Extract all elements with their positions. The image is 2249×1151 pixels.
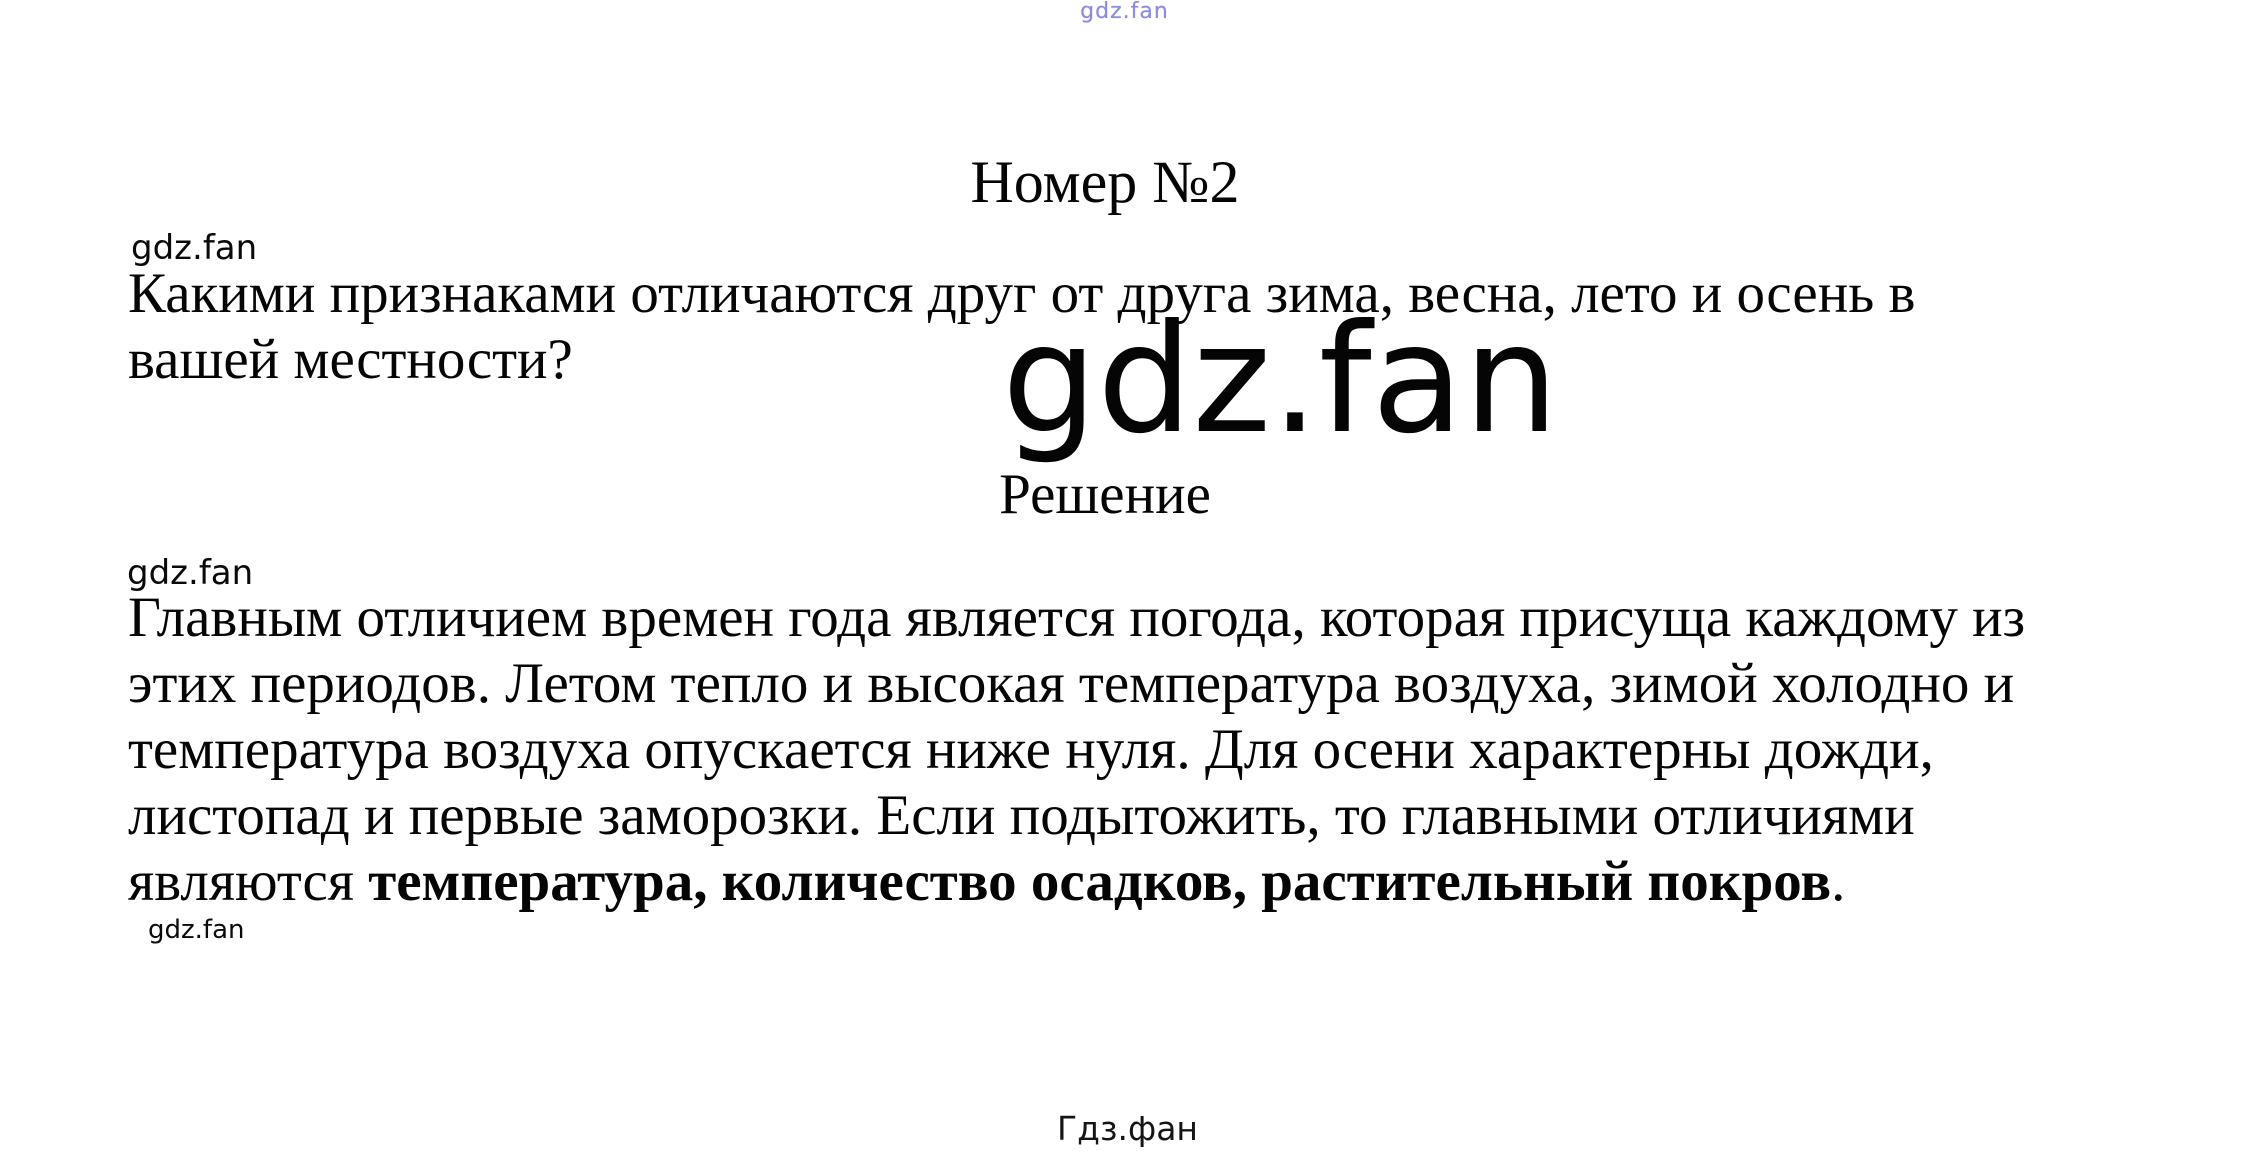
- answer-text: [128, 585, 2123, 915]
- large-center-watermark: gdz.fan: [1002, 293, 1559, 467]
- top-watermark: gdz.fan: [1080, 0, 1169, 24]
- watermark-gdzfan-3: gdz.fan: [148, 915, 245, 945]
- answer-normal-part: Главным отличием времен года является погода, которая присуща каждому из этих периодов. Летом тепло и высокая температура воздуха, зимой холодно и температура воздуха опускается ниже нуля. Для осени характерны дожди, листопад и первые заморозки. Если подытожить, то главными отличиями являются: [128, 586, 2026, 913]
- question-text: Какими признаками отличаются друг от друга зима, весна, лето и осень в вашей местности?: [128, 262, 1916, 391]
- solution-heading: Решение: [999, 463, 1211, 526]
- page-title: Номер №2: [970, 149, 1240, 215]
- answer-period: .: [1831, 850, 1846, 913]
- footer-brand: Гдз.фан: [1057, 1109, 1198, 1148]
- watermark-gdzfan-2: gdz.fan: [127, 553, 254, 593]
- watermark-gdzfan-1: gdz.fan: [131, 228, 258, 268]
- answer-bold-part: температура, количество осадков, растительный покров: [368, 850, 1832, 913]
